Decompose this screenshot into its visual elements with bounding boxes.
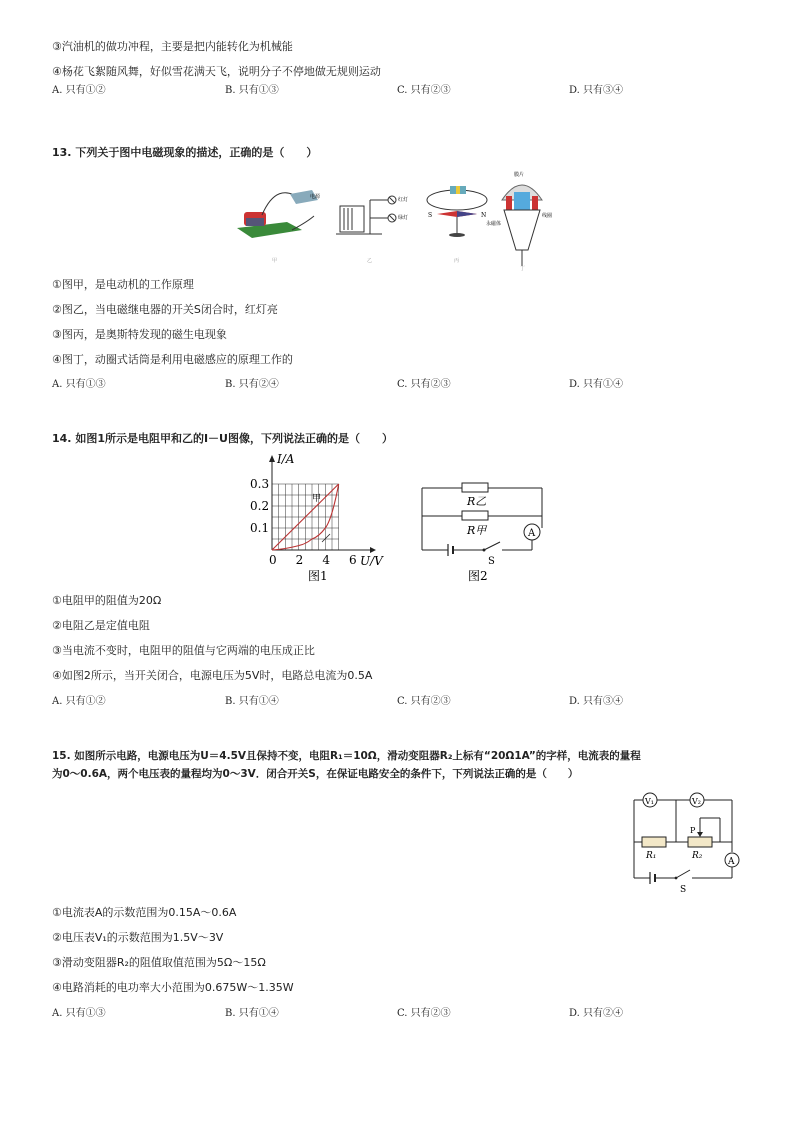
y-tick-label: 0.2: [250, 499, 270, 513]
q13-figures: [232, 170, 562, 270]
switch: [484, 542, 500, 550]
ammeter-a-label: A: [728, 857, 735, 867]
series-pointer-yi: [322, 534, 330, 542]
option-c: C. 只有②③: [397, 85, 451, 96]
q14-item-4: ④如图2所示，当开关闭合，电源电压为5V时，电路总电流为0.5A: [52, 669, 373, 682]
y-tick-label: 0.3: [250, 477, 270, 491]
q14-item-3: ③当电流不变时，电阻甲的阻值与它两端的电压成正比: [52, 644, 315, 657]
q14-circuit: [418, 478, 548, 582]
x-tick-label: 0: [269, 553, 277, 567]
fig-label-bing: 丙: [454, 258, 460, 264]
q13-option-b: B. 只有②④: [225, 379, 279, 390]
figure-jia: [237, 190, 321, 264]
label-n: N: [481, 212, 487, 219]
q15-circuit: [630, 788, 745, 895]
q15-item-4: ④电路消耗的电功率大小范围为0.675W～1.35W: [52, 981, 294, 994]
label-yongci: 永磁体: [486, 221, 502, 227]
label-lvdeng: 绿灯: [398, 215, 409, 221]
fig-label-jia: 甲: [272, 258, 278, 264]
question-15-stem-line2: 为0～0.6A，两个电压表的量程均为0～3V．闭合开关S，在保证电路安全的条件下，下列说法正确的是（ ）: [52, 768, 579, 780]
q14-option-a: A. 只有①②: [52, 696, 106, 707]
q13-item-4: ④图丁，动圈式话筒是利用电磁感应的原理工作的: [52, 353, 293, 366]
q14-item-2: ②电阻乙是定值电阻: [52, 619, 150, 632]
figure-bing: [427, 186, 487, 264]
q15-item-3: ③滑动变阻器R₂的阻值取值范围为5Ω～15Ω: [52, 956, 266, 969]
option-d: D. 只有③④: [569, 85, 624, 96]
rheostat-r2: [688, 837, 712, 847]
y-tick-label: 0.1: [250, 521, 270, 535]
q14-item-1: ①电阻甲的阻值为20Ω: [52, 594, 162, 607]
label-dianyuan: 电源: [310, 194, 321, 200]
switch-15: [676, 870, 690, 878]
item-3: ③汽油机的做功冲程，主要是把内能转化为机械能: [52, 40, 293, 53]
fig1-caption: 图1: [308, 569, 328, 583]
resistor-yi: [462, 483, 488, 492]
resistor-r1: [642, 837, 666, 847]
resistor-jia: [462, 511, 488, 520]
q15-option-b: B. 只有①④: [225, 1008, 279, 1019]
r1-label: R₁: [646, 851, 657, 861]
q15-option-d: D. 只有②④: [569, 1008, 624, 1019]
x-tick-label: 6: [349, 553, 357, 567]
y-axis-label: I/A: [277, 452, 295, 466]
q13-option-c: C. 只有②③: [397, 379, 451, 390]
q14-option-d: D. 只有③④: [569, 696, 624, 707]
label-xianquan: 线圈: [542, 213, 553, 219]
p-label: P: [690, 826, 696, 835]
figure-ding: [486, 171, 552, 272]
ammeter-label: A: [528, 528, 536, 539]
x-axis-label: U/V: [360, 554, 383, 568]
switch-15-label: S: [680, 885, 687, 895]
q13-item-1: ①图甲，是电动机的工作原理: [52, 278, 194, 291]
question-14-stem: 14. 如图1所示是电阻甲和乙的I－U图像，下列说法正确的是（ ）: [52, 432, 393, 445]
label-hongdeng: 红灯: [398, 197, 409, 203]
q14-option-b: B. 只有①④: [225, 696, 279, 707]
q15-item-1: ①电流表A的示数范围为0.15A～0.6A: [52, 906, 237, 919]
label-s: S: [428, 212, 433, 219]
figure-yi: [336, 196, 408, 264]
fig2-caption: 图2: [468, 569, 488, 583]
q14-option-c: C. 只有②③: [397, 696, 451, 707]
q15-option-c: C. 只有②③: [397, 1008, 451, 1019]
option-b: B. 只有①③: [225, 85, 279, 96]
v1-label: V₁: [645, 797, 654, 806]
q15-item-2: ②电压表V₁的示数范围为1.5V～3V: [52, 931, 224, 944]
label-r-yi: R乙: [467, 495, 487, 508]
q13-option-a: A. 只有①③: [52, 379, 106, 390]
series-label-jia: 甲: [312, 494, 322, 504]
x-tick-label: 2: [295, 553, 304, 567]
q15-option-a: A. 只有①③: [52, 1008, 106, 1019]
x-tick-label: 4: [322, 553, 330, 567]
q13-item-3: ③图丙，是奥斯特发现的磁生电现象: [52, 328, 227, 341]
iu-chart: [250, 452, 390, 584]
q13-item-2: ②图乙，当电磁继电器的开关S闭合时，红灯亮: [52, 303, 278, 316]
question-13-stem: 13. 下列关于图中电磁现象的描述，正确的是（ ）: [52, 146, 318, 159]
label-r-jia: R甲: [467, 524, 487, 537]
label-muzi: 膜片: [514, 172, 525, 178]
x-axis-arrow: [370, 547, 376, 553]
fig-label-ding: 丁: [520, 266, 526, 272]
item-4: ④杨花飞絮随风舞，好似雪花满天飞，说明分子不停地做无规则运动: [52, 65, 381, 78]
y-axis-arrow: [269, 455, 275, 462]
v2-label: V₂: [692, 797, 701, 806]
fig-label-yi: 乙: [367, 258, 373, 264]
question-15-stem-line1: 15. 如图所示电路，电源电压为U＝4.5V且保持不变，电阻R₁＝10Ω，滑动变阻器R₂上标有“20Ω1A”的字样，电流表的量程: [52, 750, 641, 762]
r2-label: R₂: [692, 851, 703, 861]
switch-label: S: [488, 556, 495, 567]
option-a: A. 只有①②: [52, 85, 106, 96]
q13-option-d: D. 只有①④: [569, 379, 624, 390]
